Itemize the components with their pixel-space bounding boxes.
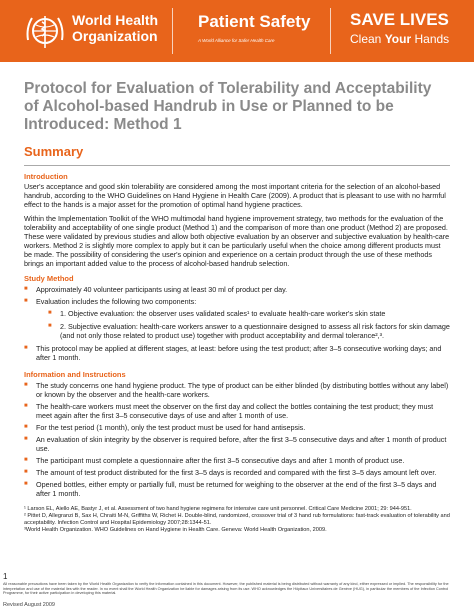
patient-safety-title: Patient Safety (198, 12, 311, 31)
study-method-list (24, 285, 450, 362)
evaluation-components-list (36, 309, 450, 340)
page-number: 1 (3, 572, 8, 581)
intro-paragraph: User's acceptance and good skin tolerability are considered among the most important criteria for the selection of an alcohol-based handrub, according to the WHO Guidelines on Hand Hygiene in Health Care (2009). A product that is pleasant to use with no harmful effect to the hands is a major asset for the promotion of optimal hand hygiene practices. (24, 182, 446, 209)
list-item: ■ The amount of test product distributed for the first 3–5 days is recorded and compared with the first 3–5 days amount left over. (24, 468, 450, 477)
slogan-part: Hands (411, 32, 450, 46)
clean-hands-slogan (350, 32, 449, 46)
disclaimer: All reasonable precautions have been taken by the World Health Organization to verify the information contained in this document. However, the published material is being distributed without warranty of any kind, either expressed or implied. The responsibility for the interpretation and use of the material lies with the reader. In no event shall the World Health Organization be liable for damages arising from its use. WHO acknowledges the Hôpitaux Universitaires de Genève (HUG), in particular the members of the Infection Control Programme, for their active participation in developing this material. (3, 582, 449, 596)
revision-date: Revised August 2009 (3, 602, 55, 608)
summary-heading: Summary (24, 144, 84, 159)
list-item (24, 297, 450, 340)
list-item: ■ Approximately 40 volunteer participants using at least 30 ml of product per day. (24, 285, 450, 294)
who-wordmark (72, 12, 158, 44)
list-item: ■ The participant must complete a questionnaire after the first 3–5 consecutive days and after 1 month of product use. (24, 456, 450, 465)
banner-divider (330, 8, 331, 54)
list-item: ■ The health-care workers must meet the observer on the first day and collect the bottles containing the test product; they must meet again after the first 3–5 consecutive days of use and after 1 month of use. (24, 402, 450, 420)
slogan-part: Clean (350, 32, 385, 46)
list-item: ■ This protocol may be applied at different stages, at least: before using the test product; after 3–5 consecutive working days; and after 1 month. (24, 344, 450, 362)
footnote: ² Pittet D, Allegranzi B, Sax H, Chraiti M-N, Griffiths W, Richet H. Double-blind, randomized, crossover trial of 3 hand rub formulations: fast-track evaluation of tolerability and acceptability. Infection Control and Hospital Epidemiology 2007;28:1344-51. (24, 513, 450, 526)
org-line-1: World Health (72, 12, 159, 28)
divider (24, 165, 450, 166)
information-heading: Information and Instructions (24, 370, 126, 379)
document-title: Protocol for Evaluation of Tolerability and Acceptability of Alcohol-based Handrub in Use or Planned to be Introduced: Method 1 (24, 80, 432, 133)
study-method-heading: Study Method (24, 274, 74, 283)
slogan-emphasis: Your (384, 32, 412, 46)
patient-safety-subtitle: A World Alliance for Safer Health Care (198, 38, 275, 43)
numbered-item: ■ 2. Subjective evaluation: health-care workers answer to a questionnaire designed to assess all risk factors for skin damage (and not only those related to product use) together with product acceptability and dermal tolerance²,³. (48, 322, 450, 340)
list-item: ■ Opened bottles, either empty or partially full, must be returned for weighing to the observer at the end of the first 3–5 days and after 1 month. (24, 480, 450, 498)
intro-paragraph: Within the Implementation Toolkit of the WHO multimodal hand hygiene improvement strategy, two methods for the evaluation of the tolerability and acceptability of one single product (Method 1) and the comparison of more than one product (Method 2) are proposed. These were validated by previous studies and allow both objective evaluation by an observer and subjective evaluation by health-care workers. Method 2 is slightly more complex to apply but it can be particularly useful when the choice among different products must be made. The possibility of considering the user's opinion and experience on a certain product through the use of these methods brings an important added value to the process of alcohol-based handrub selection. (24, 214, 450, 268)
information-list (24, 381, 450, 498)
introduction-heading: Introduction (24, 172, 68, 181)
numbered-item: ■ 1. Objective evaluation: the observer uses validated scales¹ to evaluate health-care worker's skin state (48, 309, 450, 318)
org-line-2: Organization (72, 28, 158, 44)
list-item: ■ For the test period (1 month), only the test product must be used for hand antisepsis. (24, 423, 450, 432)
footnotes (24, 506, 450, 534)
save-lives-title: SAVE LIVES (350, 10, 449, 29)
list-item-text: Evaluation includes the following two components: (36, 297, 197, 306)
who-emblem-icon (24, 10, 66, 52)
document-body (24, 80, 450, 534)
header-banner (0, 0, 474, 62)
footnote: ³World Health Organization. WHO Guidelines on Hand Hygiene in Health Care. Geneva: World Health Organization, 2009. (24, 527, 327, 533)
list-item: ■ The study concerns one hand hygiene product. The type of product can be either blinded (by distributing bottles without any label) or known by the observer and the health-care workers. (24, 381, 450, 399)
list-item: ■ An evaluation of skin integrity by the observer is required before, after the first 3–5 consecutive days and after 1 month of product use. (24, 435, 450, 453)
footnote: ¹ Larson EL, Aiello AE, Bastyr J, et al. Assessment of two hand hygiene regimens for intensive care unit personnel. Critical Care Medicine 2001; 29: 944-951. (24, 506, 412, 512)
banner-divider (172, 8, 173, 54)
